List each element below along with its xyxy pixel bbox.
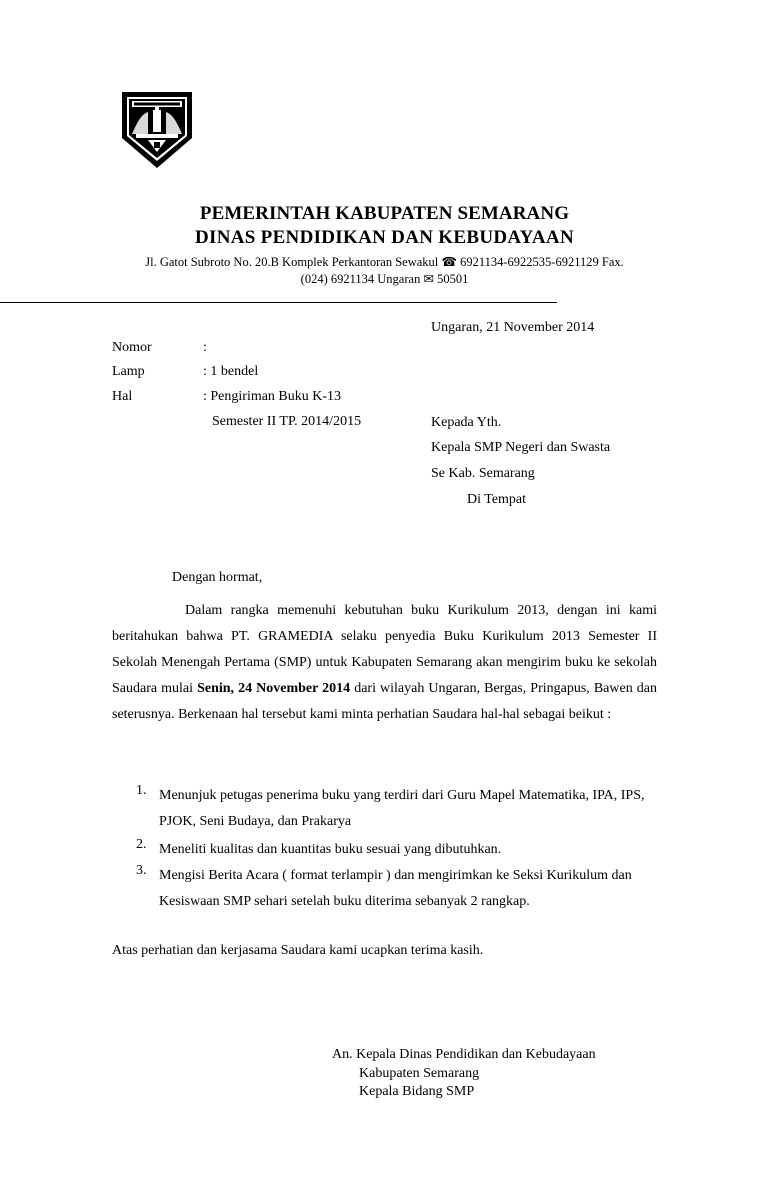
letterhead-agency: DINAS PENDIDIKAN DAN KEBUDAYAAN [195, 227, 574, 248]
letterhead-address: Jl. Gatot Subroto No. 20.B Komplek Perkantoran Sewakul ☎ 6921134-6922535-6921129 Fax. [145, 255, 624, 269]
hal-value-2: Semester II TP. 2014/2015 [212, 414, 362, 429]
lamp-value: : 1 bendel [203, 364, 259, 379]
letterhead-divider [0, 302, 557, 303]
body-paragraph: Dalam rangka memenuhi kebutuhan buku Kurikulum 2013, dengan ini kami beritahukan bahwa PT. GRAMEDIA selaku penyedia Buku Kurikulum 2013 Semester II Sekolah Menengah Pertama (SMP) untuk Kabupaten Semarang akan mengirim buku ke sekolah Saudara mulai Senin, 24 November 2014 dari wilayah Ungaran, Bergas, Pringapus, Bawen dan seterusnya. Berkenaan hal tersebut kami minta perhatian Saudara hal-hal sebagai beikut : [112, 603, 657, 722]
letterhead-address-2: (024) 6921134 Ungaran ✉ 50501 [300, 272, 469, 286]
letter-date: Ungaran, 21 November 2014 [431, 320, 595, 335]
signature-line-1: An. Kepala Dinas Pendidikan dan Kebudayaan [332, 1047, 596, 1062]
recipient-line-1: Kepada Yth. [431, 415, 502, 430]
recipient-line-3: Se Kab. Semarang [431, 466, 535, 481]
recipient-line-2: Kepala SMP Negeri dan Swasta [431, 440, 611, 455]
closing-sentence: Atas perhatian dan kerjasama Saudara kami ucapkan terima kasih. [112, 943, 484, 958]
mail-icon: ✉ [423, 272, 434, 286]
hal-value: : Pengiriman Buku K-13 [203, 389, 342, 404]
signature-line-3: Kepala Bidang SMP [359, 1084, 475, 1099]
lamp-label: Lamp [112, 364, 145, 379]
nomor-label: Nomor [112, 340, 152, 355]
delivery-date: Senin, 24 November 2014 [197, 681, 351, 696]
recipient-line-4: Di Tempat [467, 492, 527, 507]
nomor-value: : [203, 340, 207, 355]
signature-line-2: Kabupaten Semarang [359, 1066, 480, 1081]
phone-icon: ☎ [441, 255, 457, 269]
greeting: Dengan hormat, [172, 570, 263, 585]
hal-label: Hal [112, 389, 133, 404]
letterhead-government: PEMERINTAH KABUPATEN SEMARANG [199, 203, 570, 224]
regency-emblem-logo [120, 90, 194, 170]
